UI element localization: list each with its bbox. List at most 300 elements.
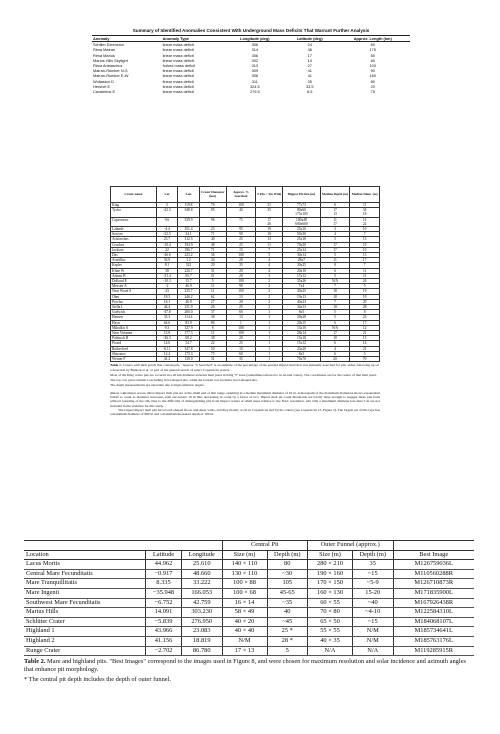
table-cell: 41.156 [146, 636, 182, 646]
table-row [24, 608, 474, 618]
table-1-note: The depth measurements are uncertain due to high emission angles. [110, 383, 205, 388]
table-cell: 17 [307, 52, 312, 58]
table-cell: Mairan-Rumker E-W [93, 73, 129, 79]
table-cell: 100 × 68 [222, 588, 267, 598]
table-cell: 4 [256, 258, 283, 263]
table-cell: Wollaston D [93, 78, 114, 84]
table-cell: 40 × 20 [222, 617, 267, 627]
table-cell: 1 [226, 320, 256, 325]
table-cell: 327.9 [178, 325, 200, 330]
table-cell: 1 [256, 310, 283, 315]
table-cell: M110560288R [393, 569, 474, 579]
table-cell: Lacus Mortis [24, 560, 146, 570]
table-cell: Crookes [111, 242, 157, 247]
table-cell: 34x13 [283, 305, 321, 310]
table-cell: 100 [369, 63, 377, 69]
table-cell: 1 [256, 351, 283, 356]
table-cell: King [111, 203, 157, 208]
table-cell: 246.2 [178, 294, 200, 299]
table-cell: 16 [256, 232, 283, 237]
table-cell: 6 [320, 320, 350, 325]
column-header: Depth (m) [353, 550, 394, 560]
table-cell: 1 [256, 320, 283, 325]
table-cell: linear mass deficit [162, 89, 194, 95]
table-cell: 306 [251, 73, 259, 79]
table-cell: Sawyer [111, 232, 157, 237]
table-cell: 35 [353, 560, 394, 570]
table-cell: Southwest Mare Fecunditatis [24, 598, 146, 608]
table-cell: 54.7 [178, 341, 200, 346]
table-cell: -26.6 [156, 253, 178, 258]
table-cell: 5 [267, 646, 308, 656]
column-header: Anomaly Type [162, 36, 226, 42]
table-cell: Mare Tranquillitatis [24, 579, 146, 589]
table-cell: 10 [350, 227, 380, 232]
table-cell: Jackson [111, 247, 157, 252]
table-cell: 68.2 [178, 336, 200, 341]
table-cell: 60 × 55 [308, 598, 353, 608]
table-cell: ~40 [353, 598, 394, 608]
table-row [24, 627, 474, 637]
table-cell: 9.3 [156, 325, 178, 330]
table-cell: N/M [222, 636, 267, 646]
table-cell: N/A [320, 325, 350, 330]
column-header: Crater Diameter (km) [199, 187, 226, 203]
table-cell: Hansen [111, 315, 157, 320]
table-cell: M122584310L [393, 608, 474, 618]
table-cell: 46.9 [178, 299, 200, 304]
anomaly-summary-table [92, 35, 410, 94]
table-cell: M119285915R [393, 646, 474, 656]
table-cell: 177.3 [178, 331, 200, 336]
table-cell: Ohm [111, 294, 157, 299]
table-cell: 119.8 [178, 203, 200, 208]
table-cell: 76 [199, 203, 226, 208]
table-cell: forked mass deficit [162, 63, 196, 69]
table-cell: 40 [267, 608, 308, 618]
table-cell: 15-20 [353, 588, 394, 598]
table-2-label: Table 2. [24, 658, 46, 666]
table-cell: 22 [156, 247, 178, 252]
melt-pits-table [110, 186, 380, 362]
table-cell: 105 [267, 579, 308, 589]
table-cell: 40x23 [283, 299, 321, 304]
table-cell: 15.8 [156, 331, 178, 336]
table-cell: 6 [320, 268, 350, 273]
table-cell: ~35 [267, 598, 308, 608]
table-cell: 6 [320, 351, 350, 356]
table-cell: 7 [350, 263, 380, 268]
table-cell: 60 [370, 42, 375, 48]
table-cell: 17 [320, 331, 350, 336]
table-cell: 306 [251, 42, 259, 48]
table-cell: 4 [320, 232, 350, 237]
table-cell: 86.780 [182, 646, 223, 656]
column-header: Median Diam. (m) [350, 187, 380, 203]
table-cell: Kline W [111, 268, 157, 273]
table-cell: 8.335 [146, 579, 182, 589]
table-cell: 17 [350, 320, 380, 325]
table-2-note: * The central pit depth includes the depth of outer funnel. [24, 676, 171, 684]
table-1-note: The top row gives statistics excluding bowl-shaped pits, while the bottom row includes bowl-shaped pits. [110, 378, 258, 383]
table-group-header-row [24, 541, 474, 551]
table-cell: 70x70 [283, 357, 321, 362]
table-cell: 23.083 [182, 627, 223, 637]
table-cell: Kepler [111, 263, 157, 268]
table-row [24, 598, 474, 608]
table-cell: 14.091 [146, 608, 182, 618]
table-cell: 351.4 [178, 227, 200, 232]
table-cell: Rima Marius [93, 52, 115, 58]
table-cell: 1 [256, 357, 283, 362]
table-cell: 8 [350, 310, 380, 315]
table-row [24, 617, 474, 627]
table-cell: 347.8 [178, 346, 200, 351]
group-header-outer-funnel: Outer Funnel (approx.) [308, 541, 394, 551]
table-2-caption-text: Mare and highland pits. "Best Images" correspond to the images used in Figure 8, and were chosen for maximum resolution and solar incidence and azimuth angles that enhance pit morphology. [24, 658, 466, 674]
table-cell: 10 [320, 305, 350, 310]
table-cell: -2 [156, 284, 178, 289]
table-cell: 5 [199, 279, 226, 284]
table-cell: 22 [199, 341, 226, 346]
table-cell: 17 [350, 258, 380, 263]
table-cell: 20 [320, 357, 350, 362]
table-cell: 80x60 [283, 208, 321, 213]
table-cell: 20 [226, 258, 256, 263]
table-cell: -26.3 [156, 336, 178, 341]
column-header: Latitude [146, 550, 182, 560]
table-cell: 2 [256, 289, 283, 294]
table-cell: 36 [307, 47, 312, 53]
table-cell: 20 [226, 299, 256, 304]
table-cell: 23.7 [156, 237, 178, 242]
table-cell: 280 × 210 [308, 560, 353, 570]
table-cell: 2 [256, 305, 283, 310]
table-cell: 7 [320, 284, 350, 289]
table-cell: 38 [199, 315, 226, 320]
table-cell: 50 [199, 346, 226, 351]
table-cell: 55 × 55 [308, 627, 353, 637]
table-cell: 44.962 [146, 560, 182, 570]
table-cell: 7 [320, 299, 350, 304]
table-cell: 25 [226, 341, 256, 346]
table-cell: 24 [307, 42, 312, 48]
table-cell: 40 [199, 237, 226, 242]
table-cell: 13 [320, 212, 350, 217]
table-cell: linear mass deficit [162, 78, 194, 84]
table-cell: 260.0 [178, 310, 200, 315]
table-cell: 31 [256, 203, 283, 208]
table-cell: 4 [256, 268, 283, 273]
table-cell: 50 [370, 52, 375, 58]
table-cell: 40 × 35 [308, 636, 353, 646]
table-cell: M167926438R [393, 598, 474, 608]
table-cell: 7x4 [283, 284, 321, 289]
table-cell: 180 [369, 73, 377, 79]
table-cell: Picard [111, 341, 157, 346]
table-cell: 34 [350, 208, 380, 213]
table-cell: 194.9 [178, 242, 200, 247]
table-cell: 60 [370, 57, 375, 63]
table-cell: 27 [199, 299, 226, 304]
table-cell: 75 [370, 89, 375, 95]
table-header-row [111, 187, 380, 203]
table-cell: 19 [350, 289, 380, 294]
table-cell: 70 × 80 [308, 608, 353, 618]
table-cell: 70 [350, 357, 380, 362]
table-cell: 12 [350, 325, 380, 330]
table-cell: 17 × 13 [222, 646, 267, 656]
table-cell: 10 [320, 294, 350, 299]
column-header: Biggest Pit Size (m) [283, 187, 321, 203]
table-cell: 83.9 [178, 320, 200, 325]
table-cell: 10 [320, 336, 350, 341]
table-cell: Schiller Extension [93, 42, 124, 48]
column-header: Anomaly [92, 36, 162, 42]
table-cell: linear mass deficit [162, 47, 194, 53]
table-cell: 90 [226, 284, 256, 289]
table-cell: linear mass deficit [162, 57, 194, 63]
table-cell: 302 [251, 57, 259, 63]
table-cell: 41 [307, 73, 312, 79]
table-cell: ~4-10 [353, 608, 394, 618]
table-cell: 6 [320, 341, 350, 346]
column-header: Location [24, 550, 146, 560]
table-cell: 90 [370, 68, 375, 74]
table-cell: Stella L [111, 305, 157, 310]
table-cell: 100 [226, 203, 256, 208]
table-cell: Marius Hills [24, 608, 146, 618]
column-header: Lon [178, 187, 200, 203]
column-header: Best Image [393, 550, 474, 560]
table-cell: 16 × 14 [222, 598, 267, 608]
table-cell: 34.1 [178, 232, 200, 237]
column-header: # Pits > 5m Wide [256, 187, 283, 203]
table-cell: 13 [350, 253, 380, 258]
table-cell: 71 [199, 232, 226, 237]
table-cell: 140 × 110 [222, 560, 267, 570]
column-header: Latitude (deg) [284, 36, 336, 42]
table-cell: 60 [226, 351, 256, 356]
table-cell: 35x26 [283, 279, 321, 284]
table-cell: Rima Aristarchus [93, 63, 123, 69]
table-cell: linear mass deficit [162, 52, 194, 58]
table-cell: 279.5 [249, 89, 260, 95]
column-header: Approx. % Searched [226, 187, 256, 203]
table-cell: 1 [256, 325, 283, 330]
table-row [24, 560, 474, 570]
table-cell: 80 [370, 78, 375, 84]
table-cell: 313 [251, 63, 259, 69]
table-cell: 23 [199, 227, 226, 232]
table-cell: 29 [350, 299, 380, 304]
table-cell: Near Wood S [111, 289, 157, 294]
table-cell: linear mass deficit [162, 42, 194, 48]
table-cell: 7 [256, 247, 283, 252]
table-row [24, 569, 474, 579]
table-cell: 1 [256, 331, 283, 336]
table-cell: linear mass deficit [162, 83, 194, 89]
anomaly-summary-body [92, 42, 410, 95]
table-cell: 19 [350, 242, 380, 247]
table-cell: 33.5 [305, 83, 314, 89]
blank-header [24, 541, 146, 551]
table-cell: 100 [226, 253, 256, 258]
table-cell: 28x7 [283, 258, 321, 263]
table-cell: 35 [226, 357, 256, 362]
table-cell: 100 × 88 [222, 579, 267, 589]
table-cell: 5 [156, 203, 178, 208]
table-cell: 28 * [267, 636, 308, 646]
table-cell: 19 [256, 227, 283, 232]
table-cell: 306 [251, 52, 259, 58]
table-cell: 11 [256, 242, 283, 247]
table-cell: 160 × 130 [308, 588, 353, 598]
table-cell: 173.3 [178, 351, 200, 356]
table-cell: 33.3 [156, 315, 178, 320]
table-cell: 31 [199, 357, 226, 362]
table-cell: 44.4 [156, 305, 178, 310]
table-cell: Tycho [111, 208, 157, 213]
table-cell: ~5-9 [353, 579, 394, 589]
table-header-row [24, 550, 474, 560]
table-cell: 43 [156, 289, 178, 294]
table-cell: M126710873R [393, 579, 474, 589]
anomaly-summary-section [92, 28, 410, 94]
table-cell: M185734641L [393, 627, 474, 637]
table-cell: 24 [350, 279, 380, 284]
table-cell: M184068107L [393, 617, 474, 627]
table-1-caption [110, 363, 380, 372]
table-cell: 1 [256, 346, 283, 351]
table-cell: 2 [256, 284, 283, 289]
table-cell: 48 [199, 242, 226, 247]
table-cell: Lalande [111, 227, 157, 232]
table-cell: 40 [226, 208, 256, 213]
table-cell: 130 × 110 [222, 569, 267, 579]
table-cell: 5 [320, 310, 350, 315]
mare-pits-section [24, 540, 474, 684]
table-cell: Aristarchus [111, 237, 157, 242]
table-cell: 22 [350, 222, 380, 227]
table-cell: 17 [320, 242, 350, 247]
table-cell: 303.230 [182, 608, 223, 618]
table-cell: 11 [199, 331, 226, 336]
column-header: Longitude (deg) [226, 36, 284, 42]
table-cell: 322 [178, 263, 200, 268]
column-header: Size (m) [308, 550, 353, 560]
table-cell: 86 [199, 320, 226, 325]
table-cell: 36 [199, 253, 226, 258]
table-cell: 2 [256, 294, 283, 299]
table-cell: Schlüter Crater [24, 617, 146, 627]
table-cell: 8x5 [283, 351, 321, 356]
table-cell: 276.950 [182, 617, 223, 627]
column-header: Approx. Length (km) [336, 36, 410, 42]
table-cell: 311 [251, 78, 258, 84]
column-header: Lat [156, 187, 178, 203]
table-cell: 20x10 [283, 268, 321, 273]
table-cell: 30x25 [283, 263, 321, 268]
table-cell: 95 [226, 227, 256, 232]
table-cell: 25 * [267, 627, 308, 637]
blank-header [393, 541, 474, 551]
table-cell: 600x600 [283, 222, 321, 227]
table-cell: N/A [353, 646, 394, 656]
table-cell: 15 [226, 247, 256, 252]
table-cell: 17 [320, 222, 350, 227]
table-cell: 324.5 [249, 83, 260, 89]
table-cell: 16.1 [156, 299, 178, 304]
column-header: Depth (m) [267, 550, 308, 560]
group-header-central-pit: Central Pit [222, 541, 308, 551]
table-row [24, 636, 474, 646]
table-cell: 6 [320, 203, 350, 208]
table-row [24, 646, 474, 656]
table-cell: 65 × 50 [308, 617, 353, 627]
table-cell: 3 [256, 273, 283, 278]
table-cell: 46.9 [178, 284, 200, 289]
table-cell: 15x12 [283, 341, 321, 346]
table-cell: 13 [226, 294, 256, 299]
mare-pits-table [24, 540, 474, 656]
table-cell: 100 [226, 331, 256, 336]
table-cell: 31 [199, 268, 226, 273]
table-cell: 309 [251, 68, 259, 74]
table-cell: 3 [320, 227, 350, 232]
table-cell: 25 [226, 237, 256, 242]
table-cell: 11 [320, 217, 350, 222]
table-cell: 31 [199, 273, 226, 278]
table-cell: Aristillus [111, 258, 157, 263]
table-cell: N/M [353, 627, 394, 637]
table-cell: 19x13 [283, 294, 321, 299]
table-cell: 231.9 [178, 305, 200, 310]
table-1-caption-text: Craters with melt ponds that contain pits. "Approx. % Searched" is an estimate of the percentage of the ponded impact melt that was manually searched for pits, either following up on a detection by Bullock et al. or part of the general search of select Copernican craters. [110, 363, 379, 372]
table-cell: ~15 [353, 617, 394, 627]
table-cell: Messier A [111, 284, 157, 289]
table-cell: 223.2 [178, 253, 200, 258]
table-cell: ~45 [267, 617, 308, 627]
table-cell: Adams B [111, 273, 157, 278]
table-cell: Near Virtanen [111, 331, 157, 336]
table-cell: 23x20 [283, 346, 321, 351]
table-cell: −2.702 [146, 646, 182, 656]
table-cell: -10.4 [156, 242, 178, 247]
table-cell: 40 × 40 [222, 627, 267, 637]
table-cell: 30x28 [283, 315, 321, 320]
table-cell: 166.053 [182, 588, 223, 598]
table-cell: 5 [320, 315, 350, 320]
table-cell: −5.839 [146, 617, 182, 627]
table-cell: 25x18 [283, 237, 321, 242]
table-cell: 20 [226, 268, 256, 273]
table-cell: 18 [350, 212, 380, 217]
table-cell: 45-65 [267, 588, 308, 598]
table-cell: 17x12 [283, 273, 321, 278]
table-cell: 37 [199, 310, 226, 315]
table-cell: N/A [320, 279, 350, 284]
table-cell: 64.6 [156, 320, 178, 325]
table-row [24, 579, 474, 589]
table-cell: 8.5 [307, 89, 313, 95]
table-cell: 20 [226, 336, 256, 341]
table-1-label: Table 1. [110, 363, 122, 368]
table-cell: 13 [350, 237, 380, 242]
mare-pits-body [24, 560, 474, 656]
table-cell: 50x30 [283, 232, 321, 237]
table-cell: 5 [320, 273, 350, 278]
